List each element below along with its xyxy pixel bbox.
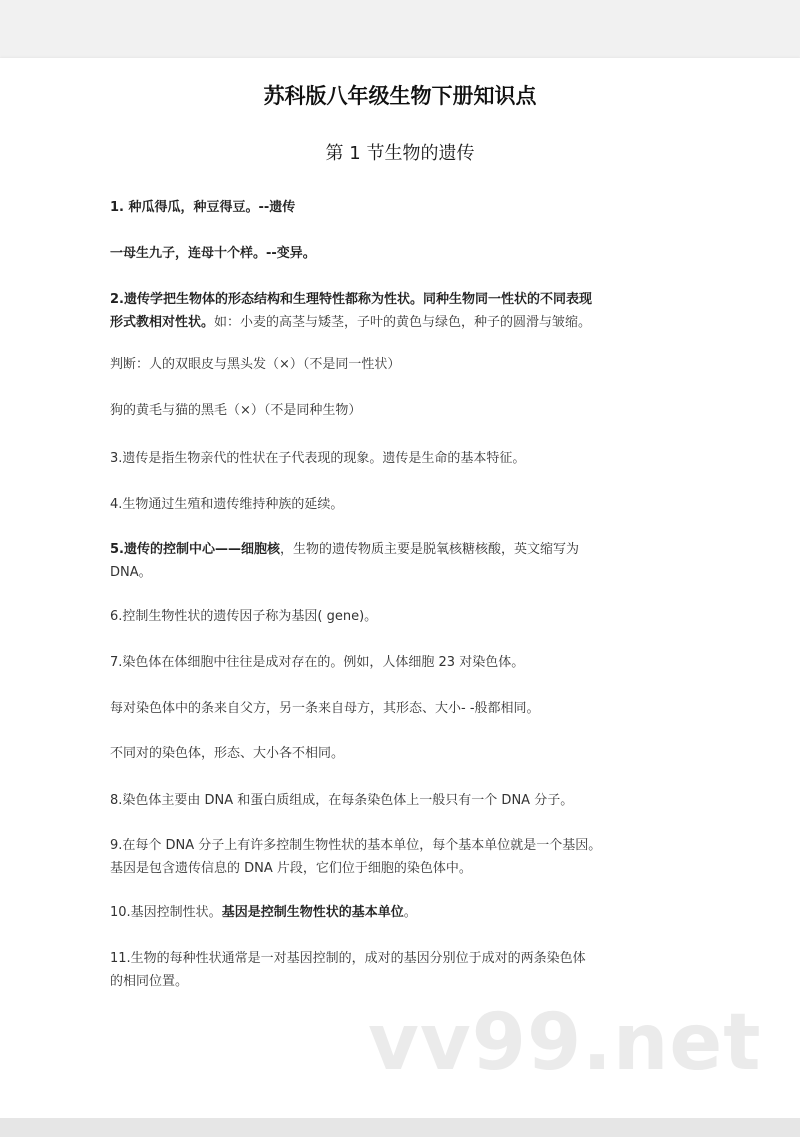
- paragraph-6-normal-part: ，生物的遗传物质主要是脱氧核糖核酸，英文缩写为: [279, 542, 579, 557]
- paragraph-10: 不同对的染色体，形态、大小各不相同。: [110, 746, 345, 761]
- paragraph-7: 6.控制生物性状的遗传因子称为基因( gene)。: [110, 609, 378, 624]
- paragraph-12-line-2: 基因是包含遗传信息的 DNA 片段，它们位于细胞的染色体中。: [110, 861, 472, 876]
- paragraph-9: 每对染色体中的条来自父方，另一条来自母方，其形态、大小- -般都相同。: [110, 701, 540, 716]
- paragraph-8: 7.染色体在体细胞中往往是成对存在的。例如，人体细胞 23 对染色体。: [110, 655, 525, 670]
- paragraph-6-line-1: [110, 539, 579, 561]
- watermark: vv99.net: [368, 998, 762, 1088]
- paragraph-2: 一母生九子，连母十个样。--变异。: [110, 246, 316, 261]
- paragraph-3-line-1: 2.遗传学把生物体的形态结构和生理特性都称为性状。同种生物同一性状的不同表现: [110, 292, 592, 307]
- document-title: 苏科版八年级生物下册知识点: [263, 84, 537, 108]
- paragraph-14-line-2: 的相同位置。: [110, 974, 189, 989]
- paragraph-3-line-2: [110, 312, 591, 334]
- paragraph-1: 1. 种瓜得瓜，种豆得豆。--遗传: [110, 200, 296, 215]
- paragraph-5: 4.生物通过生殖和遗传维持种族的延续。: [110, 497, 344, 512]
- paragraph-4: 3.遗传是指生物亲代的性状在子代表现的现象。遗传是生命的基本特征。: [110, 451, 526, 466]
- paragraph-judgment-2: 狗的黄毛与猫的黑毛（×）（不是同种生物）: [110, 403, 362, 418]
- paragraph-judgment-1: 判断：人的双眼皮与黑头发（×）（不是同一性状）: [110, 357, 401, 372]
- paragraph-13-normal-part: 10.基因控制性状。: [110, 905, 222, 920]
- paragraph-3-bold-part: 形式教相对性状。: [110, 315, 215, 330]
- paragraph-11: 8.染色体主要由 DNA 和蛋白质组成，在每条染色体上一般只有一个 DNA 分子。: [110, 793, 574, 808]
- paragraph-6-bold-part: 5.遗传的控制中心——细胞核: [110, 542, 280, 557]
- paragraph-13-bold-part: 基因是控制生物性状的基本单位: [221, 905, 404, 920]
- section-title: 第 1 节生物的遗传: [325, 143, 475, 164]
- paragraph-13-end: 。: [403, 905, 417, 920]
- paragraph-13: [110, 902, 417, 924]
- page-bottom-edge: [0, 1118, 800, 1137]
- paragraph-3-example: 如：小麦的高茎与矮茎，子叶的黄色与绿色，种子的圆滑与皱缩。: [214, 315, 592, 330]
- paragraph-12-line-1: 9.在每个 DNA 分子上有许多控制生物性状的基本单位，每个基本单位就是一个基因。: [110, 838, 602, 853]
- paragraph-6-line-2: DNA。: [110, 565, 152, 580]
- paragraph-14-line-1: 11.生物的每种性状通常是一对基因控制的，成对的基因分别位于成对的两条染色体: [110, 951, 586, 966]
